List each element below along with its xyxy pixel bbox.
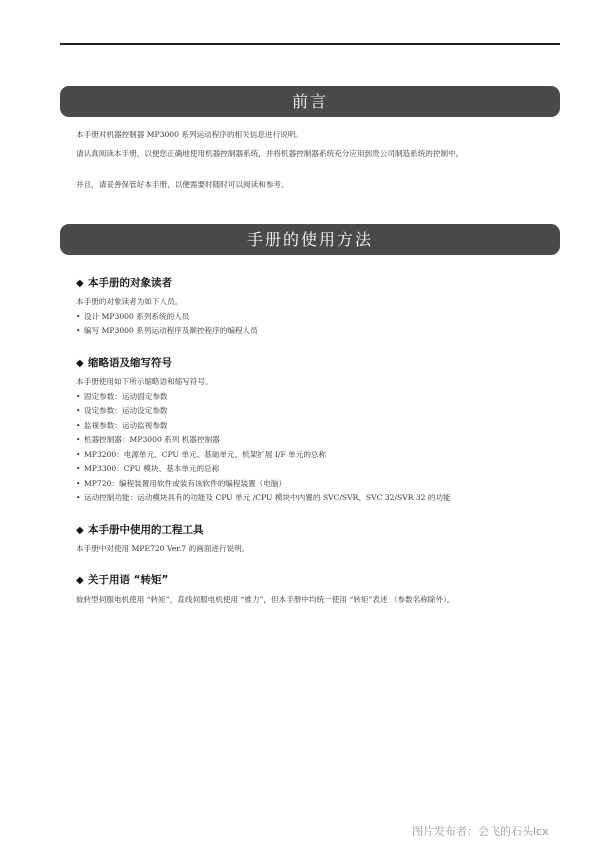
diamond-icon: ◆ xyxy=(76,358,84,369)
section-intro: 本手册的对象读者为如下人员。 xyxy=(76,297,183,306)
list-item: • 机器控制器：MP3000 系列 机器控制器 xyxy=(76,435,220,444)
usage-title: 手册的使用方法 xyxy=(246,230,373,249)
section-intro: 本手册使用如下所示缩略语和缩写符号。 xyxy=(76,377,213,386)
preface-paragraph-1: 本手册对机器控制器 MP3000 系列运动程序的相关信息进行说明。 xyxy=(76,130,303,139)
preface-title: 前言 xyxy=(291,92,328,111)
section-intro: 本手册中对使用 MPE720 Ver.7 的画面进行说明。 xyxy=(76,544,250,553)
list-item: • MP720：编程装置用软件或装有该软件的编程装置（电脑） xyxy=(76,479,287,488)
list-item: • 编写 MP3000 系列运动程序及顺控程序的编程人员 xyxy=(76,326,258,335)
diamond-icon: ◆ xyxy=(76,525,84,536)
list-item: • 固定参数：运动固定参数 xyxy=(76,392,168,401)
list-item: • 设定参数：运动设定参数 xyxy=(76,406,168,415)
section-heading-tools: ◆ 本手册中使用的工程工具 xyxy=(76,524,204,536)
diamond-icon: ◆ xyxy=(76,575,84,586)
preface-paragraph-3: 并且，请妥善保管好本手册，以便需要时随时可以阅读和参考。 xyxy=(76,180,289,189)
section-heading-audience: ◆ 本手册的对象读者 xyxy=(76,277,172,289)
list-item: • MP3300：CPU 模块、基本单元的总称 xyxy=(76,464,220,473)
watermark-text: 图片发布者：会飞的石头lcx xyxy=(412,825,549,838)
list-item: • 设计 MP3000 系列系统的人员 xyxy=(76,312,190,321)
list-item: • 运动控制功能：运动模块具有的功能及 CPU 单元 /CPU 模块中内置的 SVC/SVR、SVC 32/SVR 32 的功能 xyxy=(76,493,451,502)
usage-banner xyxy=(60,224,560,255)
top-rule xyxy=(60,43,560,45)
diamond-icon: ◆ xyxy=(76,278,84,289)
section-heading-abbreviations: ◆ 缩略语及缩写符号 xyxy=(76,357,172,369)
list-item: • 监视参数：运动监视参数 xyxy=(76,421,168,430)
preface-banner xyxy=(60,86,560,117)
preface-paragraph-2: 请认真阅读本手册，以便您正确地使用机器控制器系统，并将机器控制器系统充分应用到贵公司制造系统的控制中。 xyxy=(76,149,464,158)
section-heading-torque: ◆ 关于用语 “转矩” xyxy=(76,574,169,586)
list-item: • MP3200：电源单元、CPU 单元、基础单元、机架扩展 I/F 单元的总称 xyxy=(76,450,327,459)
section-paragraph: 旋转型伺服电机使用 “转矩”，直线伺服电机使用 “推力”，但本手册中均统一使用 “转矩”表述 （参数名称除外）。 xyxy=(76,595,455,604)
